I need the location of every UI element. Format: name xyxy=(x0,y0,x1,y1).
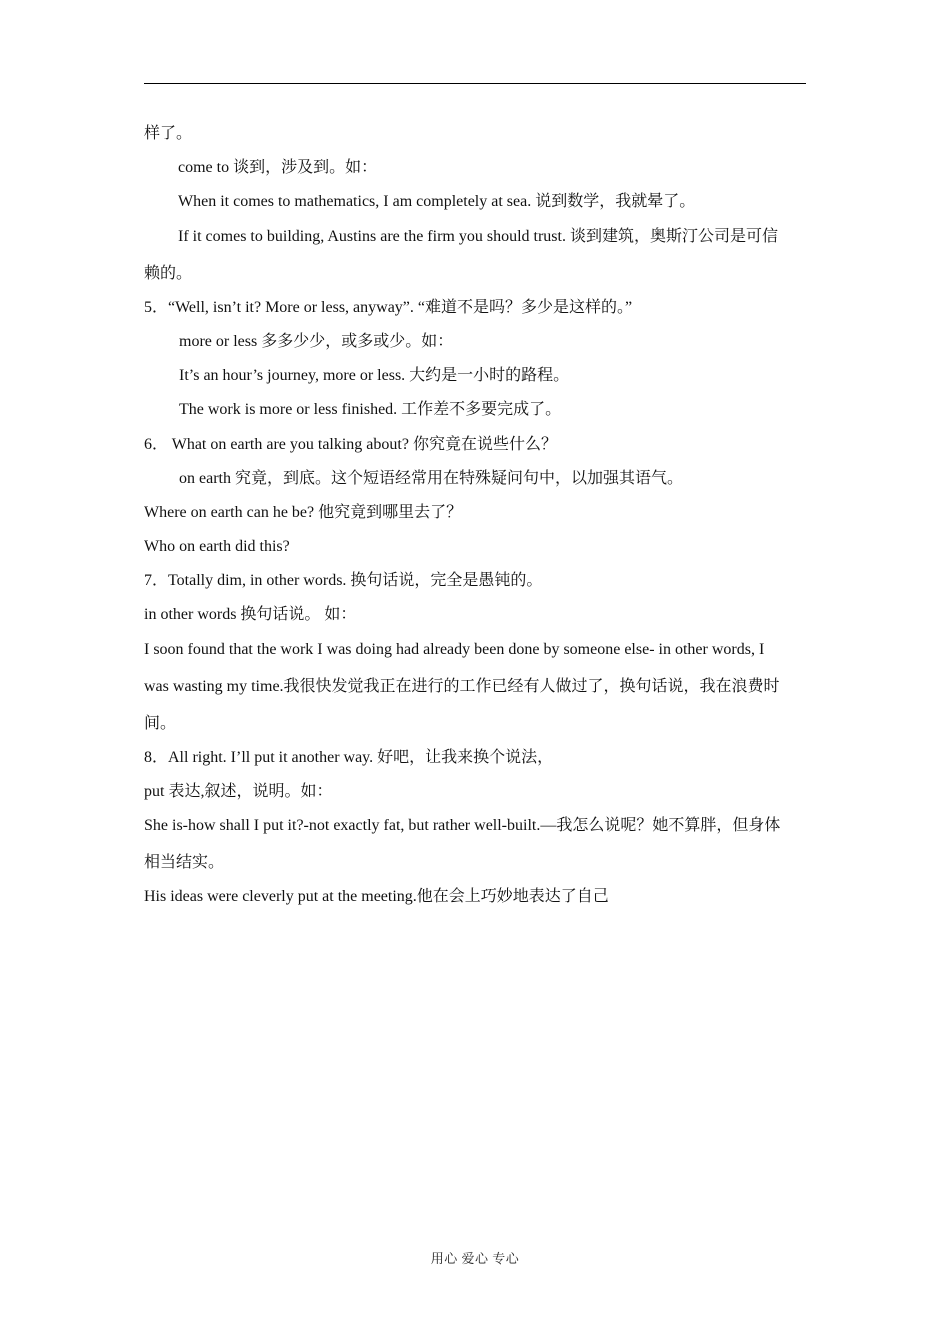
numbered-item-7: 7．Totally dim, in other words. 换句话说，完全是愚钝的。 xyxy=(144,572,543,590)
example-sentence: She is-how shall I put it?-not exactly fat, but rather well-built.—我怎么说呢？她不算胖，但身体 xyxy=(144,817,781,835)
example-sentence: I soon found that the work I was doing had already been done by someone else- in other words, I xyxy=(144,640,765,658)
phrase-heading: more or less 多多少少，或多或少。如： xyxy=(179,332,454,350)
phrase-heading: on earth 究竟，到底。这个短语经常用在特殊疑问句中，以加强其语气。 xyxy=(179,469,683,487)
example-sentence: It’s an hour’s journey, more or less. 大约是一小时的路程。 xyxy=(179,367,570,385)
numbered-item-8: 8．All right. I’ll put it another way. 好吧，让我来换个说法， xyxy=(144,748,554,766)
document-body xyxy=(144,124,812,922)
text-line: 样了。 xyxy=(144,125,193,142)
text-line: 赖的。 xyxy=(144,264,193,282)
header-rule xyxy=(144,83,806,84)
text-line: was wasting my time.我很快发觉我正在进行的工作已经有人做过了，换句话说，我在浪费时 xyxy=(144,677,780,695)
phrase-heading: put 表达,叙述，说明。如： xyxy=(144,783,333,800)
example-sentence: The work is more or less finished. 工作差不多要完成了。 xyxy=(179,401,562,419)
numbered-item-6: 6． What on earth are you talking about? 你究竟在说些什么？ xyxy=(144,435,557,453)
example-sentence: If it comes to building, Austins are the firm you should trust. 谈到建筑，奥斯汀公司是可信 xyxy=(178,227,778,245)
example-sentence: His ideas were cleverly put at the meeting.他在会上巧妙地表达了自己 xyxy=(144,888,609,906)
page-footer: 用心 爱心 专心 xyxy=(430,1251,520,1266)
example-sentence: When it comes to mathematics, I am completely at sea. 说到数学，我就晕了。 xyxy=(178,193,696,211)
phrase-heading: in other words 换句话说。 如： xyxy=(144,606,357,624)
text-line: 间。 xyxy=(144,714,177,732)
phrase-heading: come to 谈到，涉及到。如： xyxy=(178,159,378,177)
example-sentence: Where on earth can he be? 他究竟到哪里去了？ xyxy=(144,503,463,521)
numbered-item-5: 5．“Well, isn’t it? More or less, anyway”. “难道不是吗？多少是这样的。” xyxy=(144,298,633,316)
example-sentence: Who on earth did this? xyxy=(144,538,290,556)
text-line: 相当结实。 xyxy=(144,854,225,872)
